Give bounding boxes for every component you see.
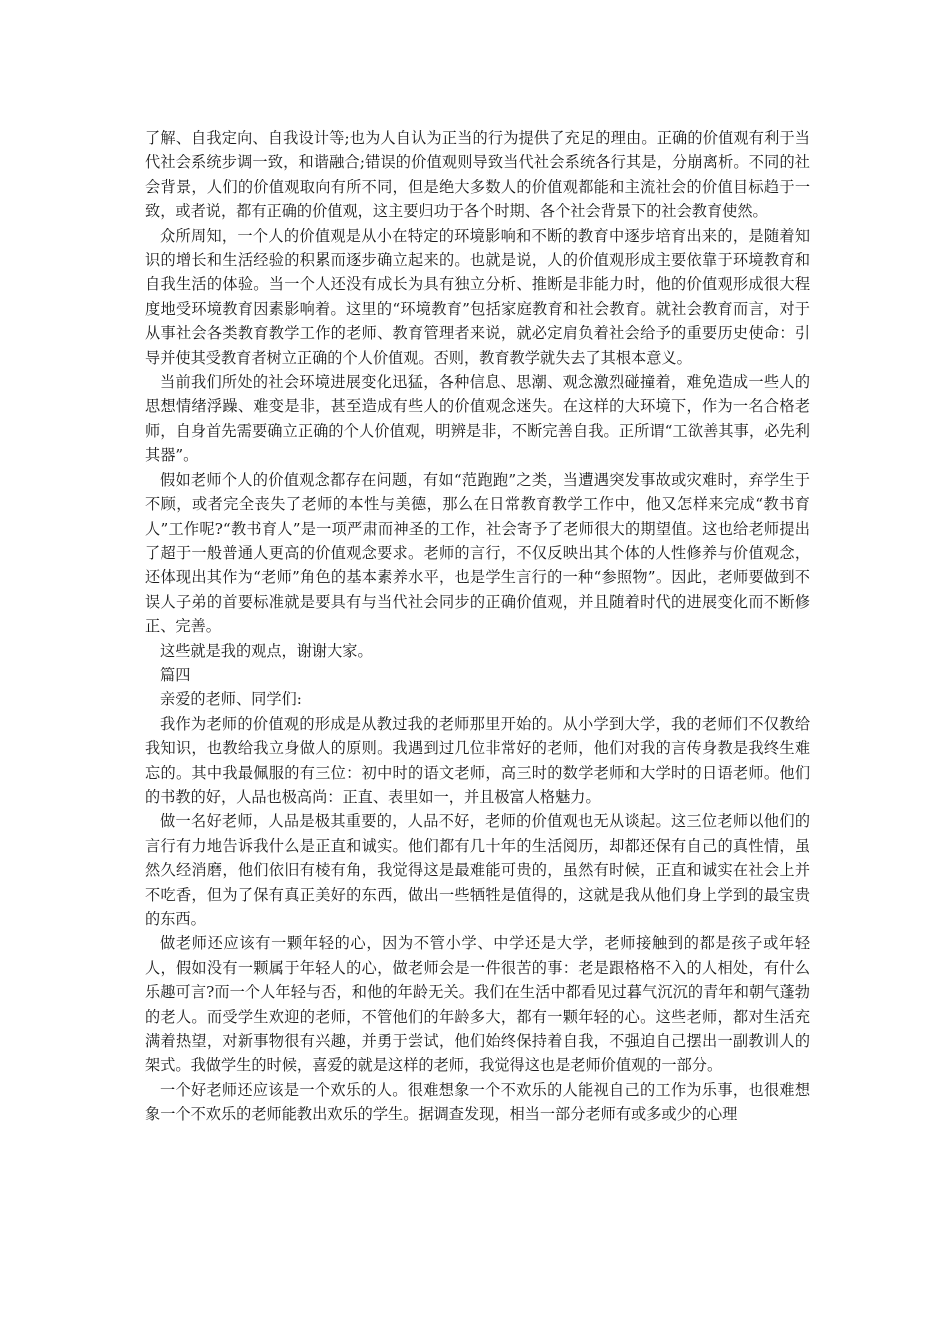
- paragraph-4: 假如老师个人的价值观念都存在问题，有如“范跑跑”之类，当遭遇突发事故或灾难时，弃学生于不顾，或者完全丧失了老师的本性与美德，那么在日常教育教学工作中，他又怎样来完成“教书育人”工作呢?“教书育人”是一项严肃而神圣的工作，社会寄予了老师很大的期望值。这也给老师提出了超于一般普通人更高的价值观念要求。老师的言行，不仅反映出其个体的人性修养与价值观念，还体现出其作为“老师”角色的基本素养水平，也是学生言行的一种“参照物”。因此，老师要做到不误人子弟的首要标准就是要具有与当代社会同步的正确价值观，并且随着时代的进展变化而不断修正、完善。: [145, 470, 810, 636]
- paragraph-1: 了解、自我定向、自我设计等;也为人自认为正当的行为提供了充足的理由。正确的价值观有利于当代社会系统步调一致，和谐融合;错误的价值观则导致当代社会系统各行其是，分崩离析。不同的社会背景，人们的价值观取向有所不同，但是绝大多数人的价值观都能和主流社会的价值目标趋于一致，或者说，都有正确的价值观，这主要归功于各个时期、各个社会背景下的社会教育使然。: [145, 129, 810, 221]
- paragraph-5: 我作为老师的价值观的形成是从教过我的老师那里开始的。从小学到大学，我的老师们不仅教给我知识，也教给我立身做人的原则。我遇到过几位非常好的老师，他们对我的言传身教是我终生难忘的。其中我最佩服的有三位：初中时的语文老师，高三时的数学老师和大学时的日语老师。他们的书教的好，人品也极高尚：正直、表里如一，并且极富人格魅力。: [145, 714, 810, 806]
- paragraph-6: 做一名好老师，人品是极其重要的，人品不好，老师的价值观也无从谈起。这三位老师以他们的言行有力地告诉我什么是正直和诚实。他们都有几十年的生活阅历，却都还保有自己的真性情，虽然久经消磨，他们依旧有棱有角，我觉得这是最难能可贵的，虽然有时候，正直和诚实在社会上并不吃香，但为了保有真正美好的东西，做出一些牺牲是值得的，这就是我从他们身上学到的最宝贵的东西。: [145, 812, 810, 928]
- section-heading: 篇四: [160, 665, 191, 684]
- paragraph-3: 当前我们所处的社会环境进展变化迅猛，各种信息、思潮、观念激烈碰撞着，难免造成一些人的思想情绪浮躁、难变是非，甚至造成有些人的价值观念迷失。在这样的大环境下，作为一名合格老师，自身首先需要确立正确的个人价值观，明辨是非，不断完善自我。正所谓“工欲善其事，必先利其器”。: [145, 373, 810, 465]
- paragraph-8: 一个好老师还应该是一个欢乐的人。很难想象一个不欢乐的人能视自己的工作为乐事，也很难想象一个不欢乐的老师能教出欢乐的学生。据调查发现，相当一部分老师有或多或少的心理: [145, 1080, 810, 1124]
- salutation: 亲爱的老师、同学们:: [160, 690, 302, 709]
- paragraph-7: 做老师还应该有一颗年轻的心，因为不管小学、中学还是大学，老师接触到的都是孩子或年轻人，假如没有一颗属于年轻人的心，做老师会是一件很苦的事：老是跟格格不入的人相处，有什么乐趣可言?而一个人年轻与否，和他的年龄无关。我们在生活中都看见过暮气沉沉的青年和朝气蓬勃的老人。而受学生欢迎的老师，不管他们的年龄多大，都有一颗年轻的心。这些老师，都对生活充满着热望，对新事物很有兴趣，并勇于尝试，他们始终保持着自我，不强迫自己摆出一副教训人的架式。我做学生的时候，喜爱的就是这样的老师，我觉得这也是老师价值观的一部分。: [145, 934, 810, 1075]
- paragraph-2: 众所周知，一个人的价值观是从小在特定的环境影响和不断的教育中逐步培育出来的，是随着知识的增长和生活经验的积累而逐步确立起来的。也就是说，人的价值观形成主要依靠于环境教育和自我生活的体验。当一个人还没有成长为具有独立分析、推断是非能力时，他的价值观形成很大程度地受环境教育因素影响着。这里的“环境教育”包括家庭教育和社会教育。就社会教育而言，对于从事社会各类教育教学工作的老师、教育管理者来说，就必定肩负着社会给予的重要历史使命：引导并使其受教育者树立正确的个人价值观。否则，教育教学就失去了其根本意义。: [145, 226, 810, 367]
- closing-remark: 这些就是我的观点，谢谢大家。: [160, 641, 373, 660]
- document-page: [145, 126, 810, 1127]
